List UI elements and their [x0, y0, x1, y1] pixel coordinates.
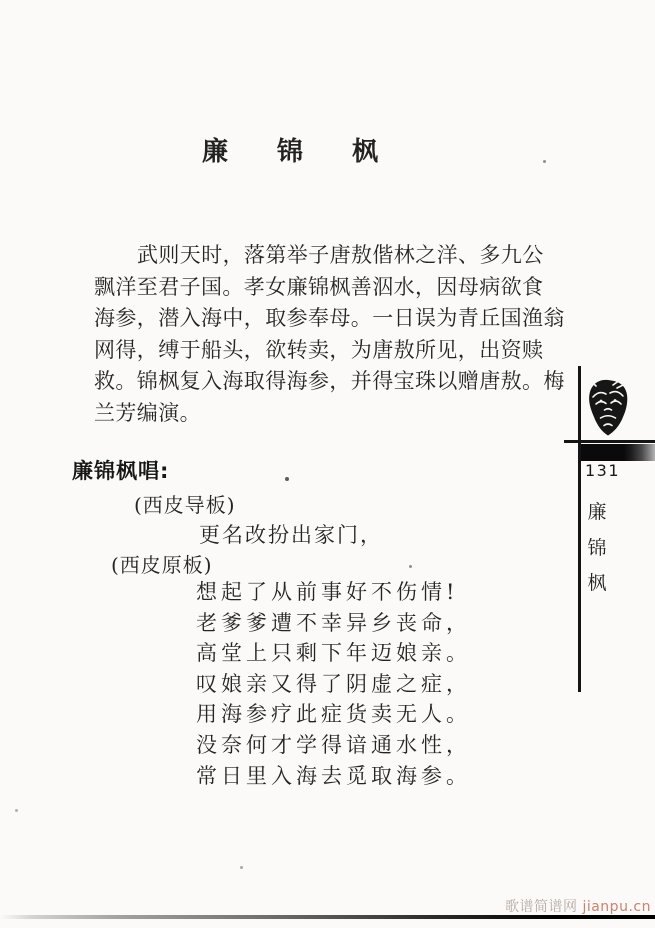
scan-speck — [240, 866, 243, 869]
sidebar-title-char: 锦 — [587, 537, 607, 559]
opera-mask-icon — [584, 377, 632, 439]
singer-label: 廉锦枫唱: — [72, 459, 170, 483]
lyric-line: 高堂上只剩下年迈娘亲。 — [196, 641, 471, 666]
lyric-line: 更名改扮出家门， — [199, 523, 383, 547]
lyric-line: 用海参疗此症货卖无人。 — [196, 702, 471, 727]
lyric-line: 常日里入海去觅取海参。 — [196, 763, 471, 788]
sidebar-title-char: 廉 — [587, 501, 607, 523]
lyrics-block — [196, 577, 471, 791]
watermark-site-name: 歌谱简谱网 — [505, 899, 578, 915]
sidebar-title-char: 枫 — [587, 572, 607, 594]
sidebar-vertical-rule — [578, 366, 581, 692]
page-title: 廉 锦 枫 — [201, 137, 399, 167]
page-number: 131 — [585, 461, 621, 480]
intro-line: 网得，缚于船头，欲转卖，为唐敖所见，出资赎 — [94, 337, 544, 362]
intro-line: 海参，潜入海中，取参奉母。一日误为青丘国渔翁 — [94, 306, 565, 331]
intro-line: 兰芳编演。 — [94, 400, 201, 425]
intro-line: 救。锦枫复入海取得海参，并得宝珠以赠唐敖。梅 — [94, 369, 565, 394]
watermark-site-url: jianpu.cn — [582, 899, 651, 915]
intro-paragraph — [94, 240, 565, 430]
lyric-line: 没奈何才学得谙通水性， — [196, 732, 471, 757]
scan-speck — [543, 160, 546, 163]
lyric-line: 老爹爹遭不幸异乡丧命， — [196, 610, 471, 635]
scan-speck — [15, 809, 18, 812]
scan-speck — [409, 565, 412, 568]
lyric-line: 想起了从前事好不伤情! — [196, 580, 459, 604]
tune-label-daoban: (西皮导板) — [134, 493, 236, 517]
sidebar-black-bar — [581, 444, 655, 461]
intro-line: 飘洋至君子国。孝女廉锦枫善泅水，因母病欲食 — [94, 274, 544, 299]
tune-label-yuanban: (西皮原板) — [111, 553, 213, 577]
page-bottom-edge — [0, 915, 655, 919]
lyric-line: 叹娘亲又得了阴虚之症， — [196, 671, 471, 696]
watermark — [505, 896, 651, 916]
sidebar-thin-rule — [564, 440, 655, 443]
intro-line: 武则天时，落第举子唐敖偕林之洋、多九公 — [137, 243, 544, 267]
scan-speck — [285, 477, 289, 481]
